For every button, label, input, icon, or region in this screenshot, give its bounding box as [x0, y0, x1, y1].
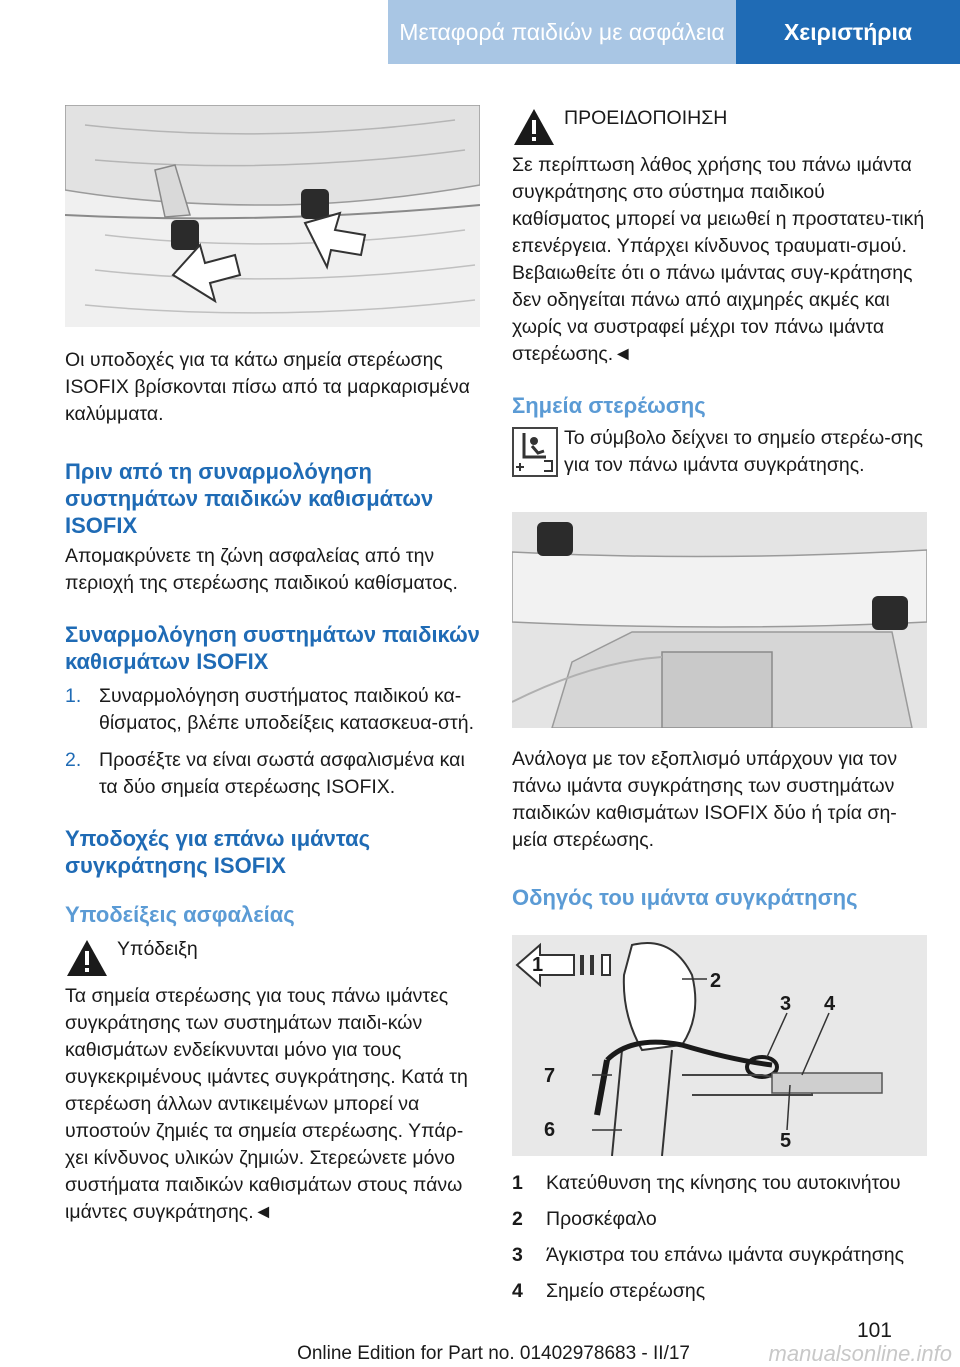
- heading-strap-guide: Οδηγός του ιμάντα συγκράτησης: [512, 885, 858, 910]
- section-title: Μεταφορά παιδιών με ασφάλεια: [388, 0, 736, 64]
- legend-text: Σημείο στερέωσης: [546, 1280, 706, 1302]
- symbol-description: Το σύμβολο δείχνει το σημείο στερέω-σης για τον πάνω ιμάντα συγκράτησης.: [564, 427, 923, 476]
- diagram-label-2: 2: [710, 970, 722, 992]
- assembly-steps: [65, 683, 480, 801]
- diagram-label-5: 5: [780, 1130, 792, 1152]
- page-footer: [0, 1315, 960, 1366]
- step-text: Προσέξτε να είναι σωστά ασφαλισμένα και τα δύο σημεία στερέωσης ISOFIX.: [99, 749, 465, 798]
- chapter-tab[interactable]: Χειριστήρια: [736, 0, 960, 64]
- heading-assembly: Συναρμολόγηση συστημάτων παιδικών καθισμάτων ISOFIX: [65, 622, 480, 674]
- legend-item: [512, 1278, 927, 1305]
- diagram-label-4: 4: [824, 993, 836, 1015]
- page-number: 101: [856, 1319, 892, 1342]
- tether-guide-diagram: [512, 935, 927, 1156]
- legend-item: [512, 1206, 927, 1233]
- notice-title: Υπόδειξη: [117, 938, 198, 960]
- watermark-logo: manualsonline.info: [768, 1341, 952, 1366]
- figure2-caption: Ανάλογα με τον εξοπλισμό υπάρχουν για τον πάνω ιμάντα συγκράτησης των συστημάτων παιδικών καθισμάτων ISOFIX δύο ή τρία ση-μεία στερέωσης.: [512, 748, 898, 851]
- warning-box: [512, 105, 927, 152]
- right-column: [512, 105, 927, 1314]
- warning-triangle-icon: [65, 936, 117, 983]
- diagram-label-3: 3: [780, 993, 792, 1015]
- symbol-row: [512, 425, 927, 482]
- warning-triangle-icon: [512, 105, 564, 152]
- isofix-seat-figure: [65, 105, 480, 327]
- legend-item: [512, 1170, 927, 1197]
- list-item: [65, 683, 480, 737]
- legend-number: 2: [512, 1208, 523, 1230]
- legend-text: Προσκέφαλο: [546, 1208, 657, 1230]
- legend-number: 3: [512, 1244, 523, 1266]
- safety-notice: [65, 936, 480, 983]
- legend-number: 4: [512, 1280, 523, 1302]
- legend-text: Κατεύθυνση της κίνησης του αυτοκινήτου: [546, 1172, 901, 1194]
- legend-item: [512, 1242, 927, 1269]
- heading-before-assembly: Πριν από τη συναρμολόγηση συστημάτων παιδικών καθισμάτων ISOFIX: [65, 459, 434, 538]
- subheading-safety: Υποδείξεις ασφαλείας: [65, 902, 295, 927]
- header-bar: [0, 0, 960, 64]
- list-item: [65, 747, 480, 801]
- edition-text: Online Edition for Part no. 01402978683 - II/17: [297, 1343, 690, 1364]
- notice-text: Τα σημεία στερέωσης για τους πάνω ιμάντες συγκράτησης των συστημάτων παιδι-κών καθισμάτων ενδείκνυνται μόνο για τους συγκεκριμένους ιμάντες συγκράτησης. Κατά τη στερέωση άλλων αντικειμένων μπορεί να υποστούν ζημιές τα σημεία στερέωσης. Υπάρ-χει κίνδυνος υλικών ζημιών. Στερεώνετε μόνο συστήματα παιδικών καθισμάτων στους πάνω ιμάντες συγκράτησης.◄: [65, 985, 468, 1223]
- warning-text: Σε περίπτωση λάθος χρήσης του πάνω ιμάντα συγκράτησης στο σύστημα παιδικού καθίσματος μπορεί να μειωθεί η προστατευ-τική επενέργεια. Υπάρχει κίνδυνος τραυματι-σμού. Βεβαιωθείτε ότι ο πάνω ιμάντας συγ-κράτησης δεν οδηγείται πάνω από αιχμηρές ακμές και χωρίς να συστραφεί μέχρι τον πάνω ιμάντα στερέωσης.◄: [512, 154, 925, 365]
- diagram-legend: [512, 1170, 927, 1305]
- step-number: 2.: [65, 749, 82, 771]
- child-seat-anchor-icon: [512, 425, 564, 482]
- figure-caption: Οι υποδοχές για τα κάτω σημεία στερέωσης ISOFIX βρίσκονται πίσω από τα μαρκαρισμένα καλύμματα.: [65, 349, 470, 425]
- text-before-assembly: Απομακρύνετε τη ζώνη ασφαλείας από την περιοχή της στερέωσης παιδικού καθίσματος.: [65, 545, 458, 594]
- left-column: [65, 105, 480, 1226]
- anchor-points-figure: [512, 512, 927, 728]
- heading-anchor-points: Σημεία στερέωσης: [512, 393, 706, 418]
- warning-title: ΠΡΟΕΙΔΟΠΟΙΗΣΗ: [564, 107, 728, 129]
- legend-number: 1: [512, 1172, 523, 1194]
- heading-upper-tether: Υποδοχές για επάνω ιμάντας συγκράτησης ISOFIX: [65, 826, 371, 878]
- diagram-label-7: 7: [544, 1065, 556, 1087]
- legend-text: Άγκιστρα του επάνω ιμάντα συγκράτησης: [546, 1244, 905, 1266]
- step-number: 1.: [65, 685, 82, 707]
- step-text: Συναρμολόγηση συστήματος παιδικού κα-θίσματος, βλέπε υποδείξεις κατασκευα-στή.: [99, 685, 474, 734]
- diagram-label-1: 1: [532, 954, 544, 976]
- diagram-label-6: 6: [544, 1119, 556, 1141]
